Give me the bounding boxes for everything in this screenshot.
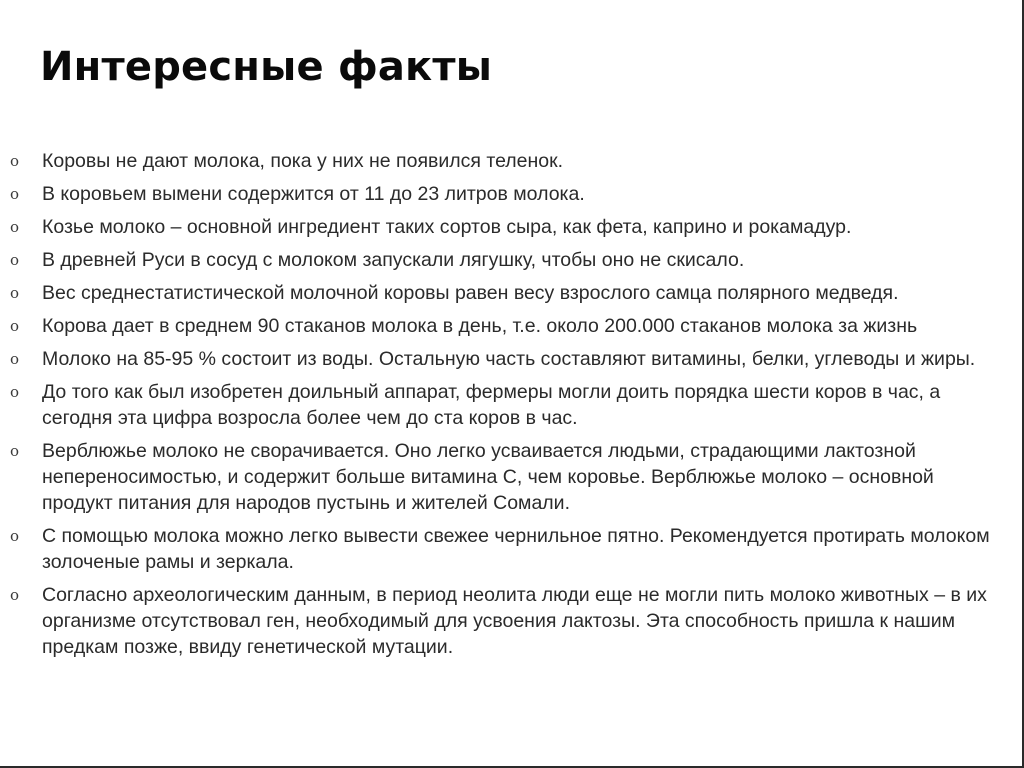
list-item bbox=[10, 280, 1000, 306]
bullet-icon: o bbox=[10, 383, 20, 401]
bullet-icon: o bbox=[10, 218, 20, 236]
fact-text: Коровы не дают молока, пока у них не появился теленок. bbox=[42, 150, 564, 172]
list-item bbox=[10, 247, 1000, 273]
list-item bbox=[10, 438, 1000, 516]
fact-text: Верблюжье молоко не сворачивается. Оно легко усваивается людьми, страдающими лактозной непереносимостью, и содержит больше витамина С, чем коровье. Верблюжье молоко – основной продукт питания для народов пустынь и жителей Сомали. bbox=[42, 440, 934, 514]
bullet-icon: o bbox=[10, 586, 20, 604]
bullet-icon: o bbox=[10, 284, 20, 302]
bullet-icon: o bbox=[10, 185, 20, 203]
fact-text: Козье молоко – основной ингредиент таких сортов сыра, как фета, каприно и рокамадур. bbox=[42, 216, 852, 238]
fact-text: В древней Руси в сосуд с молоком запускали лягушку, чтобы оно не скисало. bbox=[42, 249, 745, 271]
list-item bbox=[10, 379, 1000, 431]
fact-text: Вес среднестатистической молочной коровы равен весу взрослого самца полярного медведя. bbox=[42, 282, 899, 304]
bullet-icon: o bbox=[10, 350, 20, 368]
fact-text: До того как был изобретен доильный аппарат, фермеры могли доить порядка шести коров в час, а сегодня эта цифра возросла более чем до ста коров в час. bbox=[42, 381, 941, 429]
list-item bbox=[10, 582, 1000, 660]
fact-text: В коровьем вымени содержится от 11 до 23 литров молока. bbox=[42, 183, 585, 205]
list-item bbox=[10, 346, 1000, 372]
fact-text: Согласно археологическим данным, в период неолита люди еще не могли пить молоко животных – в их организме отсутствовал ген, необходимый для усвоения лактозы. Эта способность пришла к нашим предкам позже, ввиду генетической мутации. bbox=[42, 584, 987, 658]
list-item bbox=[10, 181, 1000, 207]
facts-list bbox=[10, 148, 1000, 667]
list-item bbox=[10, 214, 1000, 240]
bullet-icon: o bbox=[10, 251, 20, 269]
bullet-icon: o bbox=[10, 317, 20, 335]
list-item bbox=[10, 523, 1000, 575]
list-item bbox=[10, 148, 1000, 174]
slide-title: Интересные факты bbox=[40, 44, 493, 90]
fact-text: Молоко на 85-95 % состоит из воды. Остальную часть составляют витамины, белки, углеводы и жиры. bbox=[42, 348, 976, 370]
bullet-icon: o bbox=[10, 527, 20, 545]
list-item bbox=[10, 313, 1000, 339]
fact-text: Корова дает в среднем 90 стаканов молока в день, т.е. около 200.000 стаканов молока за жизнь bbox=[42, 315, 918, 337]
bullet-icon: o bbox=[10, 442, 20, 460]
bullet-icon: o bbox=[10, 152, 20, 170]
fact-text: С помощью молока можно легко вывести свежее чернильное пятно. Рекомендуется протирать молоком золоченые рамы и зеркала. bbox=[42, 525, 990, 573]
